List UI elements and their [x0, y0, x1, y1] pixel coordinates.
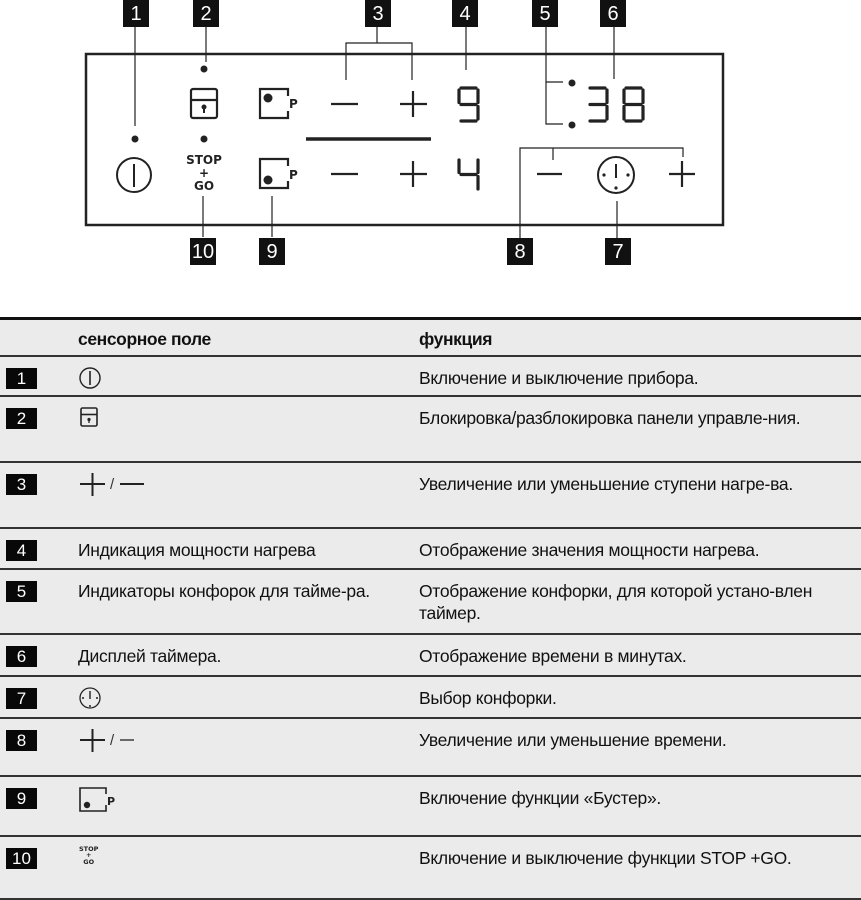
- table-row: [0, 569, 861, 634]
- function-cell: [415, 396, 861, 462]
- slash-text: /: [110, 475, 115, 493]
- table-row: [0, 356, 861, 396]
- table-row: [0, 718, 861, 776]
- row-number-cell: [0, 776, 74, 836]
- function-cell: [415, 569, 861, 634]
- control-panel-diagram: [0, 0, 861, 300]
- plus-minus-icon: [78, 473, 158, 497]
- header-function: функция: [415, 319, 861, 356]
- function-text: Увеличение или уменьшение ступени нагре-ва.: [419, 473, 793, 494]
- row-number-cell: [0, 836, 74, 899]
- callout-9: 9: [259, 238, 285, 265]
- go-text: GO: [83, 857, 95, 866]
- plus-text: +: [198, 166, 210, 180]
- row-number-badge: 1: [6, 368, 37, 389]
- row-number-cell: [0, 528, 74, 569]
- row-number-badge: 9: [6, 788, 37, 809]
- callout-3: 3: [365, 0, 391, 27]
- booster-letter: P: [289, 97, 298, 111]
- stop-go-label: [180, 154, 228, 193]
- callout-10: 10: [190, 238, 216, 265]
- controls-table: [0, 317, 861, 900]
- slash-text: /: [110, 731, 115, 749]
- table-row: [0, 676, 861, 718]
- sensor-field-cell: [74, 569, 415, 634]
- row-number-badge: 2: [6, 408, 37, 429]
- row-number-cell: [0, 569, 74, 634]
- function-text: Отображение значения мощности нагрева.: [419, 539, 760, 560]
- go-text: GO: [193, 179, 215, 193]
- booster-letter: P: [107, 794, 116, 808]
- booster-letter: P: [289, 168, 298, 182]
- callout-4: 4: [452, 0, 478, 27]
- function-text: Увеличение или уменьшение времени.: [419, 729, 727, 750]
- function-cell: [415, 676, 861, 718]
- function-cell: [415, 718, 861, 776]
- plus-minus-icon: [78, 729, 158, 753]
- row-number-badge: 8: [6, 730, 37, 751]
- callout-7: 7: [605, 238, 631, 265]
- leader-5b: [546, 82, 563, 124]
- function-text: Включение функции «Бустер».: [419, 787, 661, 808]
- row-number-badge: 10: [6, 848, 37, 869]
- stop-text: STOP: [186, 153, 222, 167]
- timer-digit-tens-text: [588, 88, 605, 121]
- row-number-cell: [0, 634, 74, 676]
- power-on-off-icon: [117, 158, 151, 192]
- callout-1: 1: [123, 0, 149, 27]
- indicator-dot: [569, 122, 576, 129]
- sensor-field-cell: [74, 676, 415, 718]
- table-row: [0, 776, 861, 836]
- sensor-field-cell: [74, 528, 415, 569]
- function-text: Отображение времени в минутах.: [419, 645, 687, 666]
- indicator-dot: [201, 66, 208, 73]
- indicator-dot: [201, 136, 208, 143]
- row-number-badge: 6: [6, 646, 37, 667]
- booster-dot: [264, 94, 273, 103]
- sensor-field-cell: [74, 776, 415, 836]
- panel-drawing: [0, 0, 861, 300]
- table-row: [0, 836, 861, 899]
- leader-3: [346, 43, 412, 80]
- lock-icon: [191, 89, 217, 118]
- row-number-badge: 5: [6, 581, 37, 602]
- sensor-field-cell: [74, 634, 415, 676]
- sensor-field-cell: [74, 836, 415, 899]
- sensor-field-cell: [74, 356, 415, 396]
- function-cell: [415, 634, 861, 676]
- function-text: Включение и выключение прибора.: [419, 367, 699, 388]
- table-row: [0, 528, 861, 569]
- sensor-field-cell: [74, 462, 415, 528]
- header-num: [0, 319, 74, 356]
- sensor-field-label: Индикаторы конфорок для тайме-ра.: [78, 580, 370, 601]
- row-number-cell: [0, 396, 74, 462]
- callout-2: 2: [193, 0, 219, 27]
- function-cell: [415, 462, 861, 528]
- power-level-bottom: [459, 158, 476, 191]
- table-row: [0, 462, 861, 528]
- timer-digit-ones-text: [624, 88, 641, 121]
- power-on-off-icon: [78, 367, 102, 391]
- row-number-cell: [0, 718, 74, 776]
- header-sensor-field: сенсорное поле: [74, 319, 415, 356]
- sensor-field-cell: [74, 718, 415, 776]
- function-cell: [415, 836, 861, 899]
- sensor-field-label: Индикация мощности нагрева: [78, 539, 316, 560]
- function-text: Отображение конфорки, для которой устано-влен таймер.: [419, 580, 813, 623]
- stop-go-icon: [79, 846, 98, 866]
- callout-6: 6: [600, 0, 626, 27]
- booster-dot: [264, 176, 273, 185]
- booster-icon: [260, 89, 288, 188]
- function-cell: [415, 776, 861, 836]
- indicator-dot: [569, 80, 576, 87]
- row-number-cell: [0, 462, 74, 528]
- function-text: Включение и выключение функции STOP +GO.: [419, 847, 792, 868]
- function-cell: [415, 528, 861, 569]
- plus-text: +: [85, 851, 92, 859]
- plus-icon: [400, 91, 427, 117]
- plus-icon: [400, 161, 427, 187]
- table-row: [0, 396, 861, 462]
- row-number-badge: 4: [6, 540, 37, 561]
- row-number-badge: 7: [6, 688, 37, 709]
- indicator-dot: [132, 136, 139, 143]
- sensor-field-cell: [74, 396, 415, 462]
- timer-clock-icon: [78, 687, 102, 711]
- function-cell: [415, 356, 861, 396]
- plus-icon: [669, 161, 695, 187]
- function-text: Выбор конфорки.: [419, 687, 557, 708]
- row-number-cell: [0, 676, 74, 718]
- row-number-badge: 3: [6, 474, 37, 495]
- stop-text: STOP: [79, 844, 99, 853]
- callout-8: 8: [507, 238, 533, 265]
- callout-5: 5: [532, 0, 558, 27]
- sensor-field-label: Дисплей таймера.: [78, 645, 222, 666]
- table-header-row: [0, 319, 861, 356]
- power-level-top: [459, 88, 476, 121]
- row-number-cell: [0, 356, 74, 396]
- lock-icon: [78, 407, 102, 431]
- table-row: [0, 634, 861, 676]
- function-text: Блокировка/разблокировка панели управле-ния.: [419, 407, 801, 428]
